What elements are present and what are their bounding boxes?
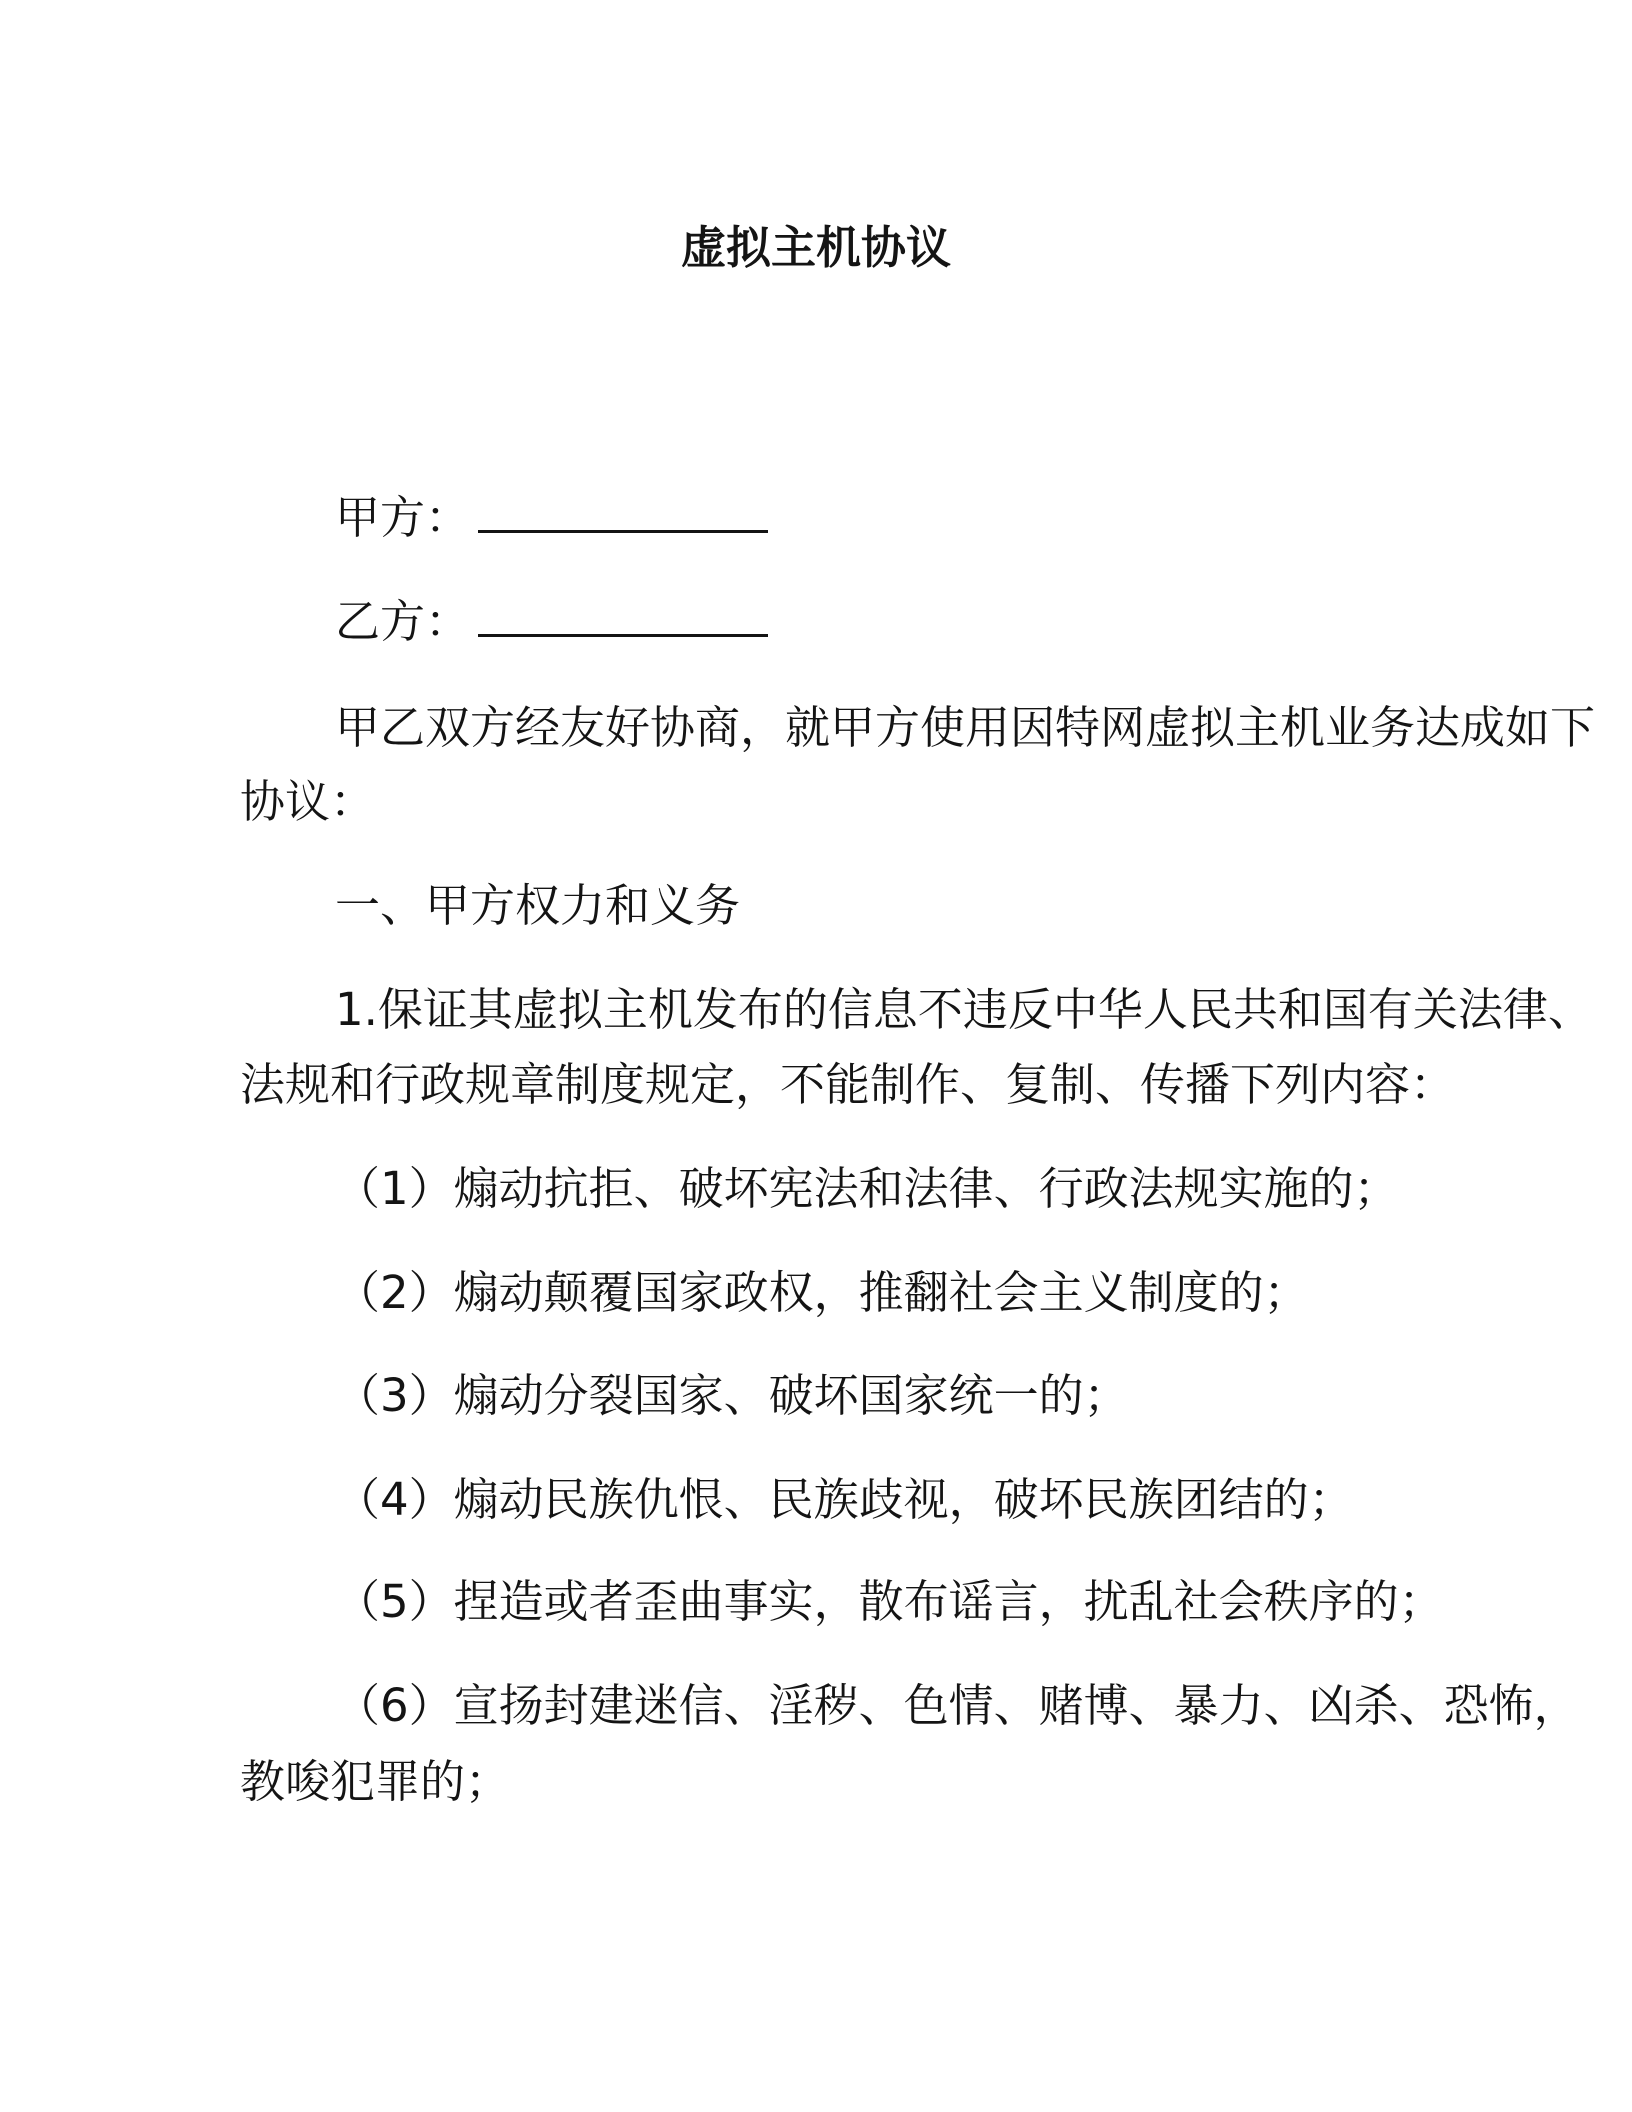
party-b-blank: [478, 606, 768, 637]
list-item-4: （4）煽动民族仇恨、民族歧视，破坏民族团结的；: [335, 1473, 1354, 1526]
section-1-heading: 一、甲方权力和义务: [335, 879, 741, 932]
party-b-label: 乙方：: [335, 595, 471, 648]
party-a-line: [335, 480, 768, 555]
intro-line-1: 甲乙双方经友好协商，就甲方使用因特网虚拟主机业务达成如下: [335, 701, 1596, 754]
list-item-6-line-1: （6）宣扬封建迷信、淫秽、色情、赌博、暴力、凶杀、恐怖，: [335, 1679, 1579, 1732]
list-item-3: （3）煽动分裂国家、破坏国家统一的；: [335, 1369, 1129, 1422]
party-b-line: [335, 584, 768, 659]
list-item-2: （2）煽动颠覆国家政权，推翻社会主义制度的；: [335, 1266, 1309, 1319]
clause-1-line-1: 1.保证其虚拟主机发布的信息不违反中华人民共和国有关法律、: [335, 983, 1593, 1036]
list-item-6-line-2: 教唆犯罪的；: [240, 1755, 511, 1808]
list-item-1: （1）煽动抗拒、破坏宪法和法律、行政法规实施的；: [335, 1162, 1399, 1215]
party-a-blank: [478, 502, 768, 533]
party-a-label: 甲方：: [335, 491, 471, 544]
intro-line-2: 协议：: [240, 775, 376, 828]
document-title: 虚拟主机协议: [680, 221, 951, 274]
list-item-5: （5）捏造或者歪曲事实，散布谣言，扰乱社会秩序的；: [335, 1575, 1444, 1628]
clause-1-line-2: 法规和行政规章制度规定，不能制作、复制、传播下列内容：: [240, 1058, 1456, 1111]
